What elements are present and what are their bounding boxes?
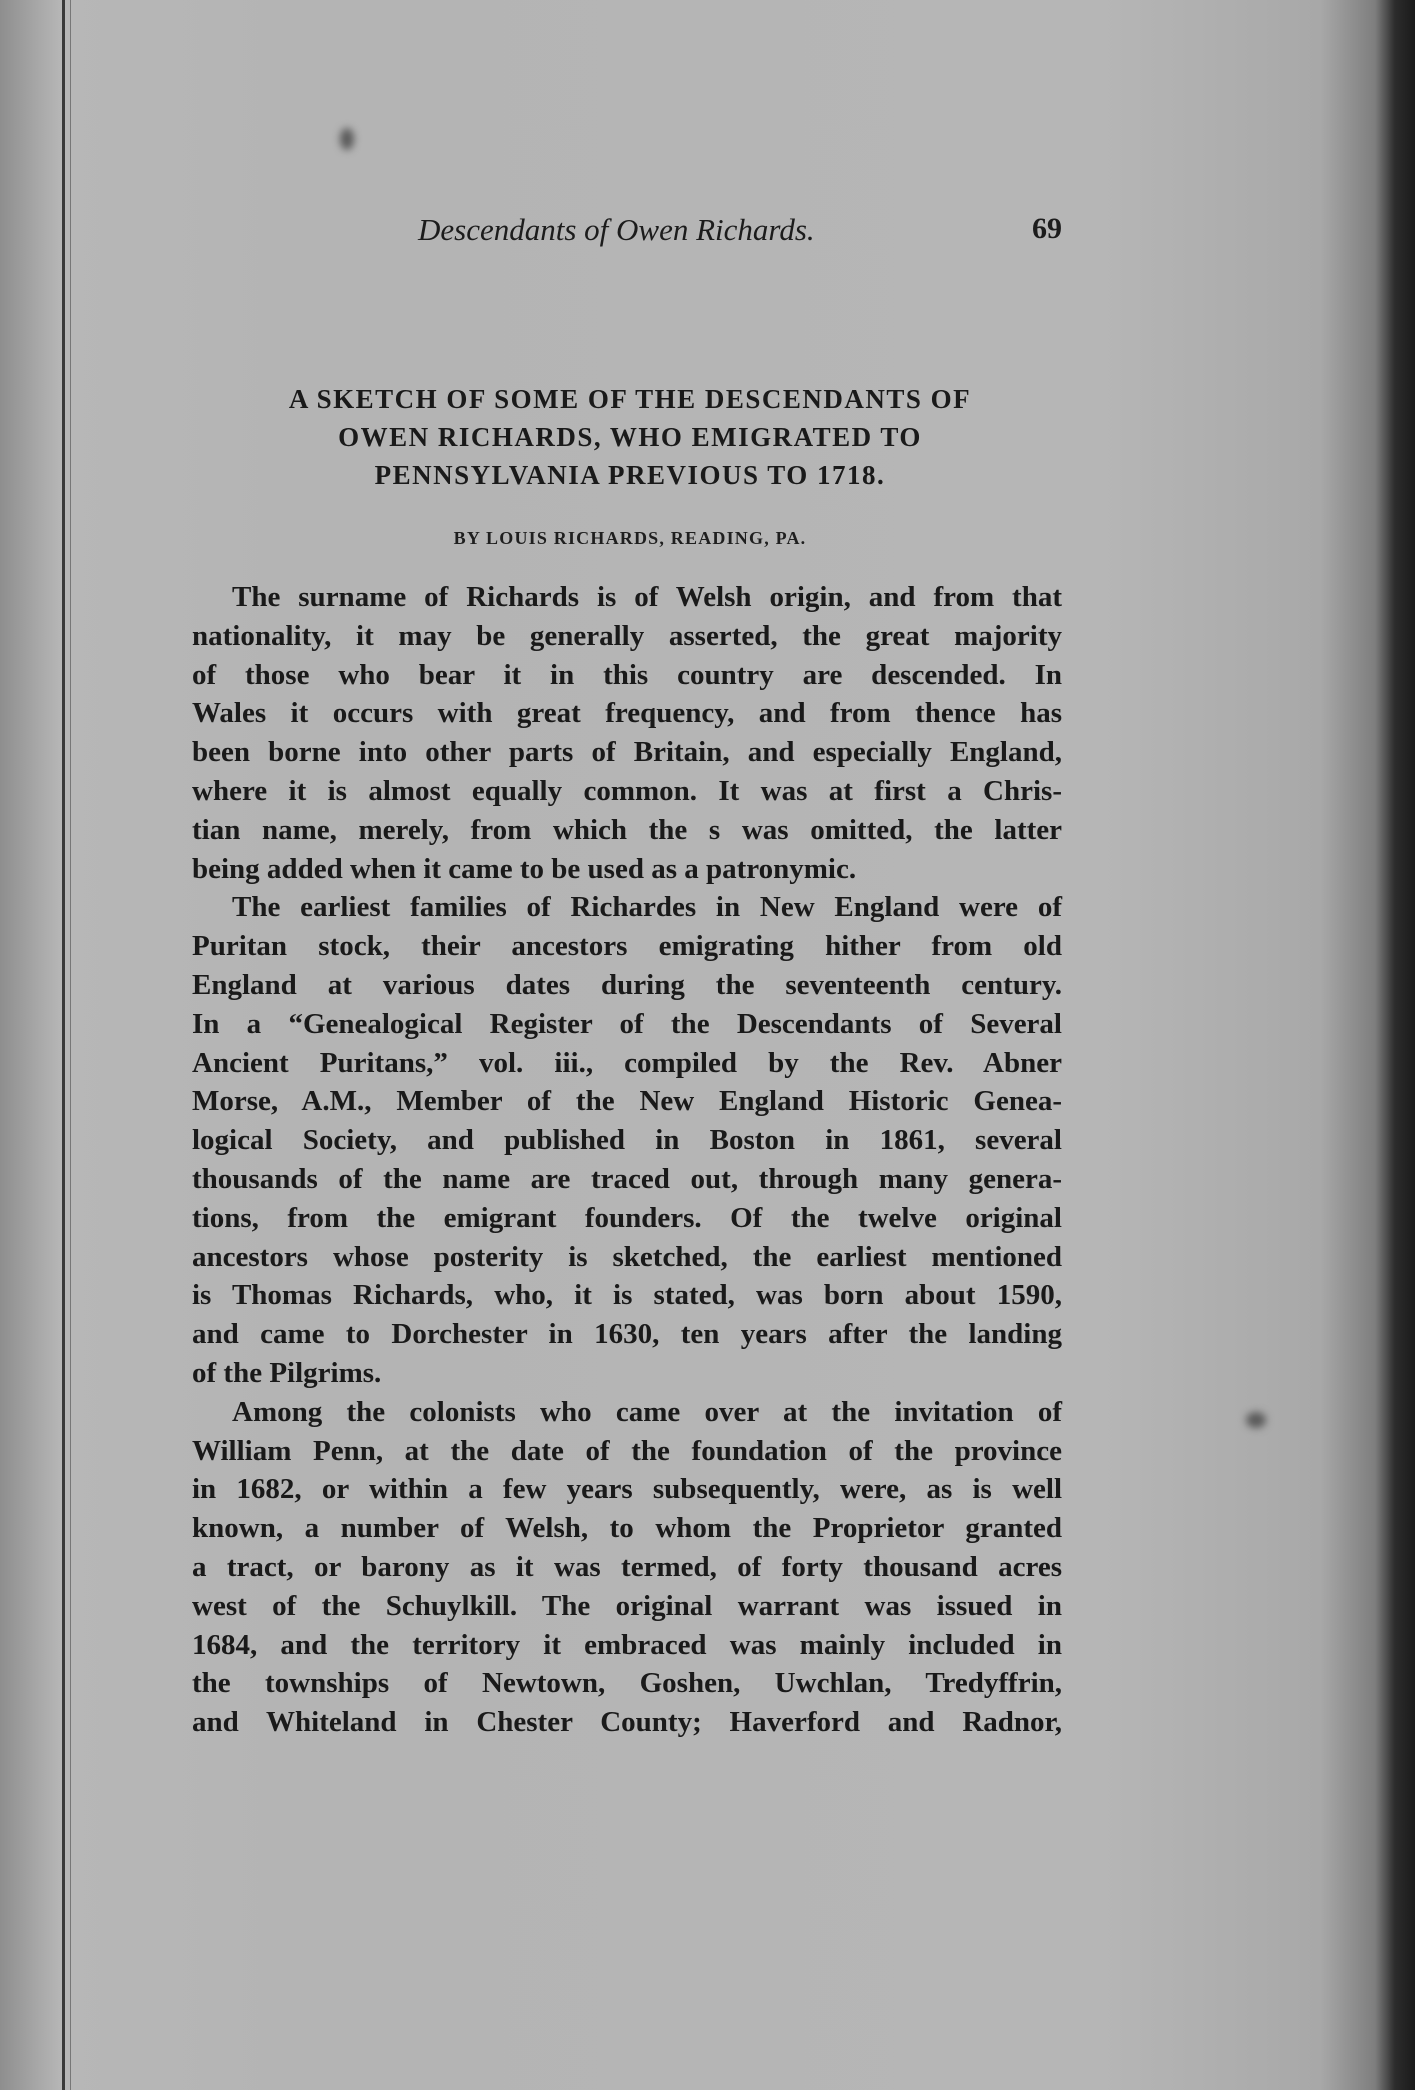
body-line: England at various dates during the seventeenth century.: [192, 968, 1062, 1001]
body-line: where it is almost equally common. It was at first a Chris-: [192, 774, 1062, 807]
body-line: In a “Genealogical Register of the Descendants of Several: [192, 1007, 1062, 1040]
body-line: thousands of the name are traced out, through many genera-: [192, 1162, 1062, 1195]
page-header: [300, 212, 1080, 260]
body-line: of the Pilgrims.: [192, 1356, 382, 1389]
body-line: Morse, A.M., Member of the New England Historic Genea-: [192, 1085, 1062, 1118]
running-head: Descendants of Owen Richards.: [418, 212, 815, 247]
title-line: PENNSYLVANIA PREVIOUS TO 1718.: [374, 460, 886, 490]
ink-smudge: [1246, 1412, 1266, 1428]
body-line: ancestors whose posterity is sketched, the earliest mentioned: [192, 1240, 1062, 1273]
body-line: The surname of Richards is of Welsh origin, and from that: [232, 581, 1062, 613]
body-line: the townships of Newtown, Goshen, Uwchlan, Tredyffrin,: [192, 1667, 1062, 1700]
body-line: 1684, and the territory it embraced was mainly included in: [192, 1628, 1062, 1661]
page-left-edge-shadow: [70, 0, 71, 2090]
body-line: and Whiteland in Chester County; Haverford and Radnor,: [192, 1706, 1062, 1739]
ink-smudge: [340, 128, 354, 150]
body-line: been borne into other parts of Britain, and especially England,: [192, 736, 1062, 769]
body-line: west of the Schuylkill. The original warrant was issued in: [192, 1589, 1062, 1622]
body-line: tions, from the emigrant founders. Of the twelve original: [192, 1201, 1062, 1234]
page-left-edge: [62, 0, 65, 2090]
body-line: known, a number of Welsh, to whom the Proprietor granted: [192, 1512, 1062, 1545]
body-line: nationality, it may be generally asserted, the great majority: [192, 619, 1062, 652]
page-number: 69: [1032, 212, 1062, 245]
article-body: [192, 578, 1062, 1742]
body-line: is Thomas Richards, who, it is stated, was born about 1590,: [192, 1279, 1062, 1312]
author-byline: BY LOUIS RICHARDS, READING, PA.: [453, 528, 807, 548]
article-title: [190, 380, 1070, 494]
title-line: OWEN RICHARDS, WHO EMIGRATED TO: [338, 422, 922, 452]
body-line: Wales it occurs with great frequency, and from thence has: [192, 697, 1062, 730]
body-line: and came to Dorchester in 1630, ten years after the landing: [192, 1318, 1062, 1351]
body-line: The earliest families of Richardes in New England were of: [232, 891, 1062, 924]
body-line: of those who bear it in this country are descended. In: [192, 658, 1062, 691]
body-line: a tract, or barony as it was termed, of forty thousand acres: [192, 1550, 1062, 1583]
body-line: tian name, merely, from which the s was omitted, the latter: [192, 813, 1062, 846]
title-line: A SKETCH OF SOME OF THE DESCENDANTS OF: [288, 384, 972, 414]
body-line: Among the colonists who came over at the invitation of: [232, 1395, 1062, 1428]
body-line: being added when it came to be used as a patronymic.: [192, 852, 857, 885]
body-line: Ancient Puritans,” vol. iii., compiled by the Rev. Abner: [192, 1046, 1062, 1079]
body-line: Puritan stock, their ancestors emigrating hither from old: [192, 930, 1062, 963]
body-line: logical Society, and published in Boston in 1861, several: [192, 1124, 1062, 1157]
body-line: in 1682, or within a few years subsequently, were, as is well: [192, 1473, 1062, 1506]
body-line: William Penn, at the date of the foundation of the province: [192, 1434, 1062, 1467]
